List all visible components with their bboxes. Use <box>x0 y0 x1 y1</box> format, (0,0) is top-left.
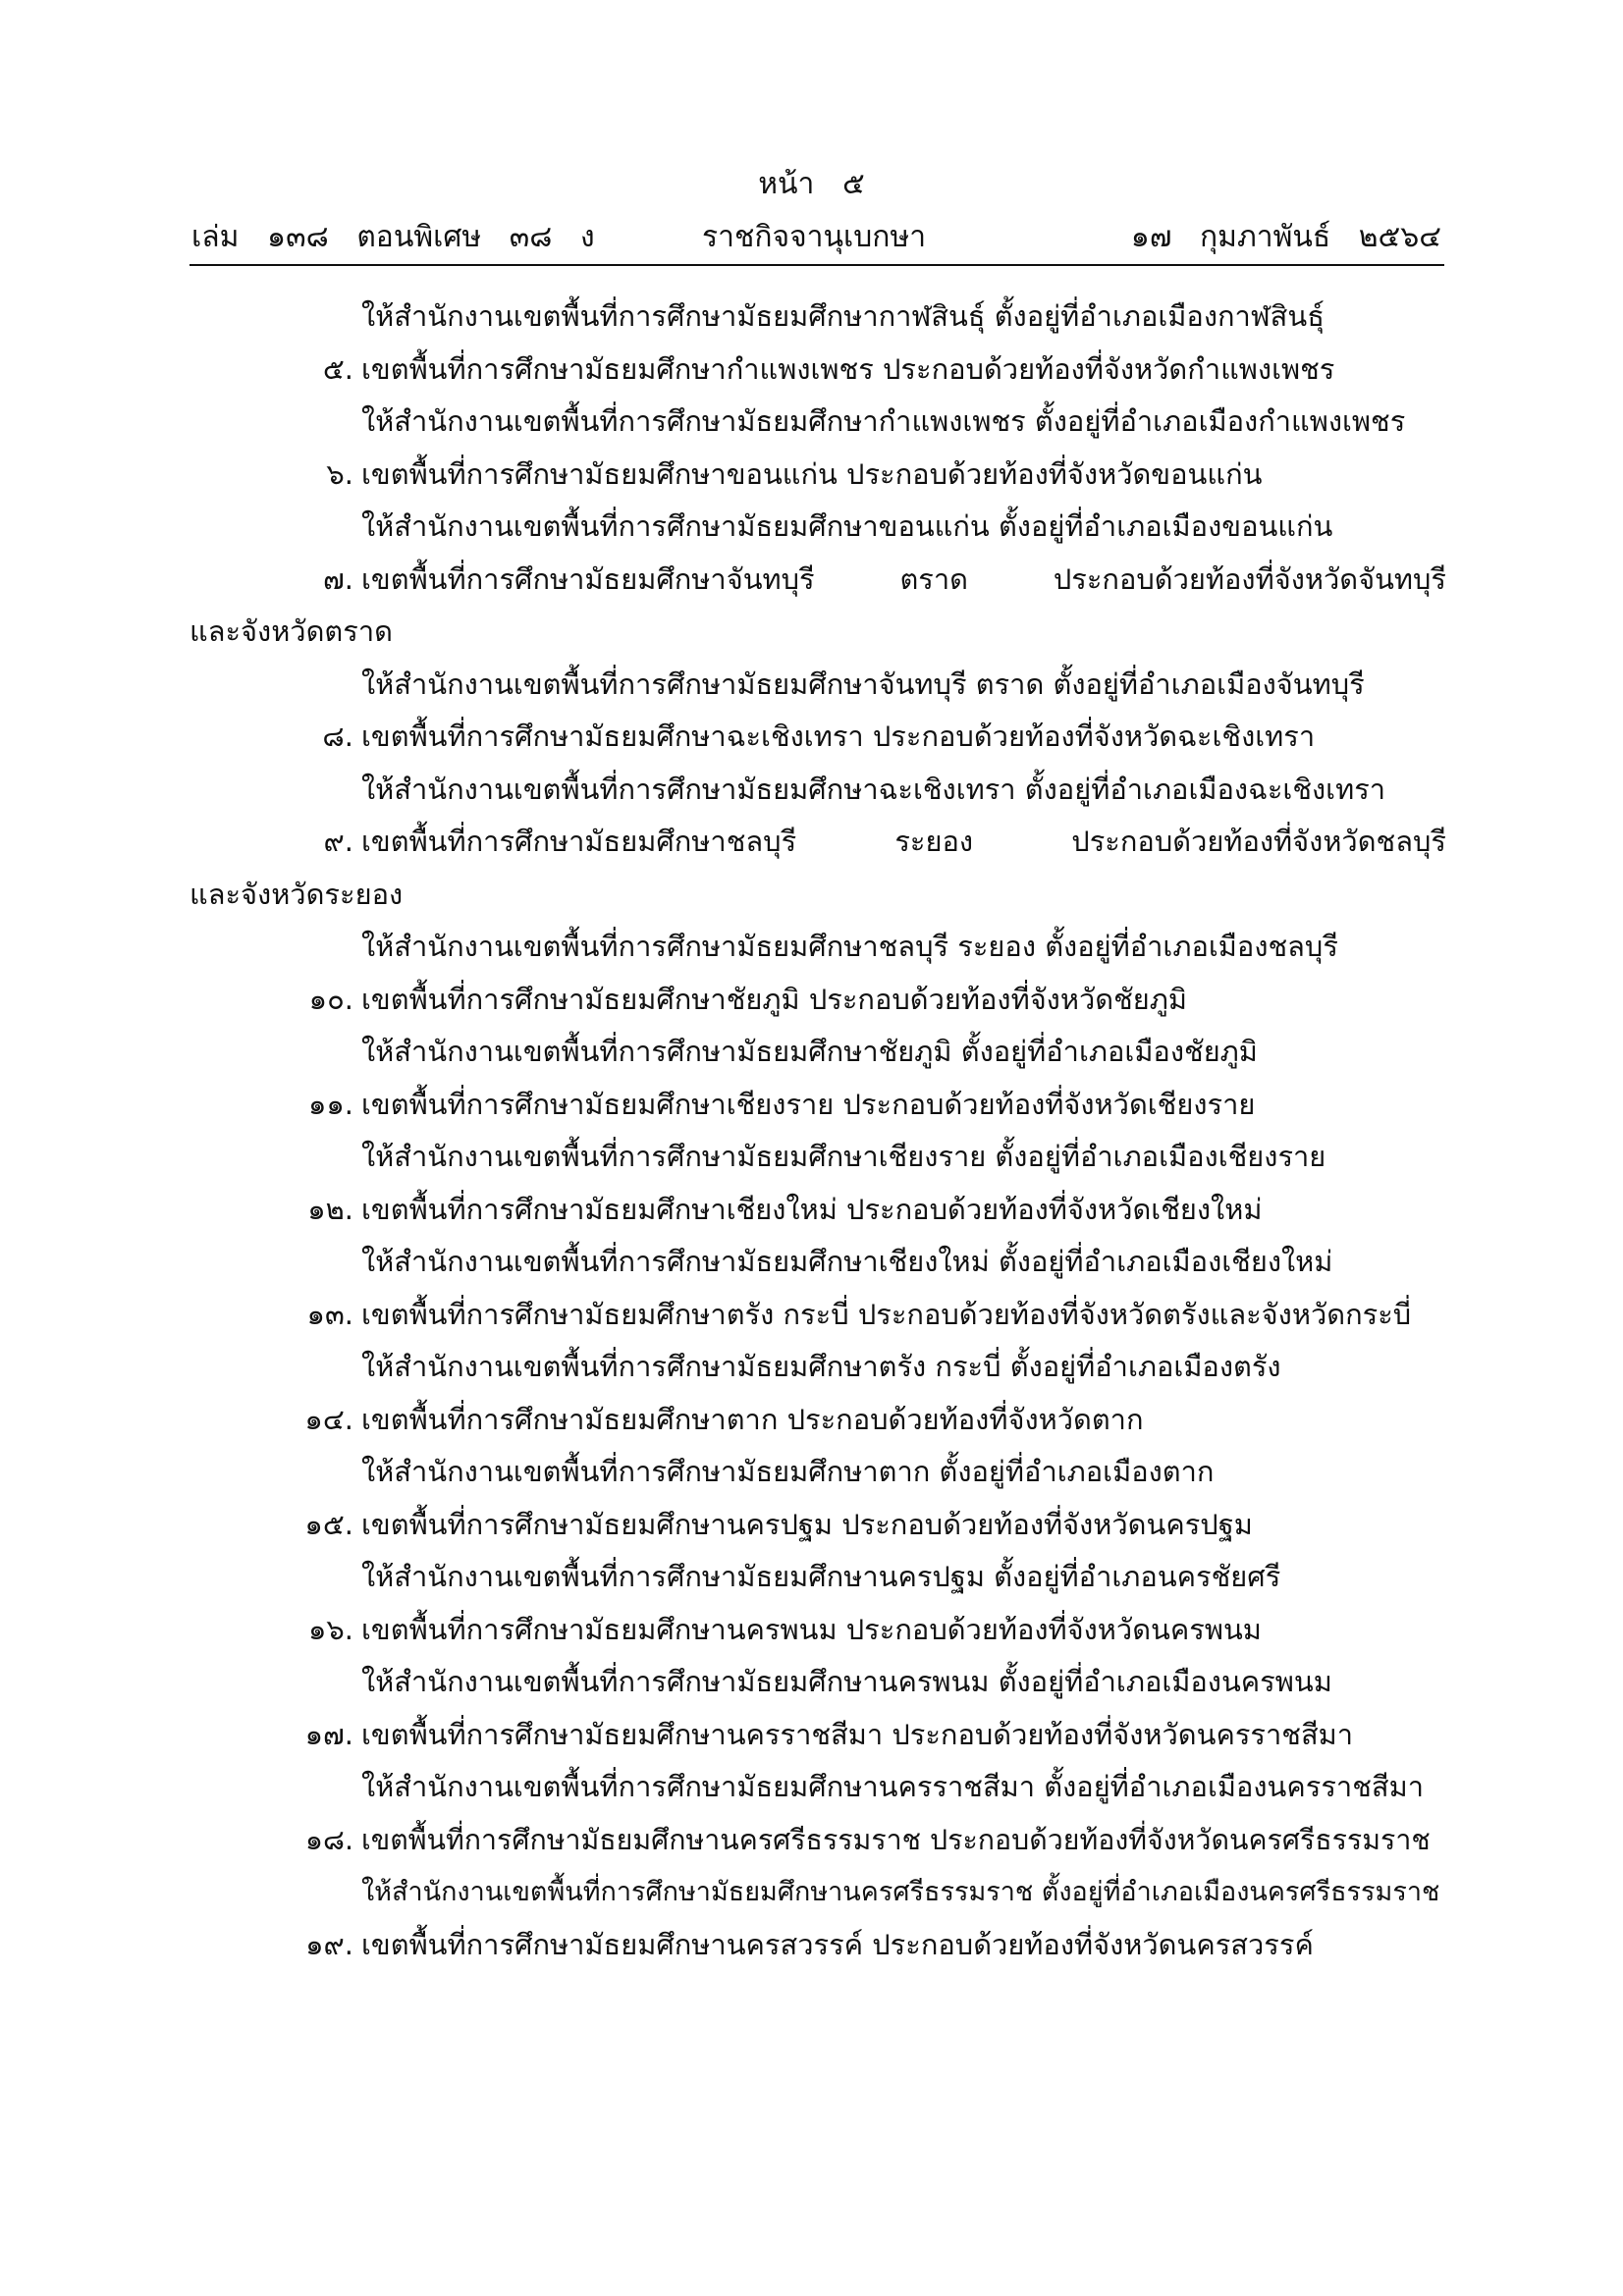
office-line: ให้สำนักงานเขตพื้นที่การศึกษามัธยมศึกษานครพนม ตั้งอยู่ที่อำเภอเมืองนครพนม <box>361 1665 1332 1698</box>
office-line: ให้สำนักงานเขตพื้นที่การศึกษามัธยมศึกษานครปฐม ตั้งอยู่ที่อำเภอนครชัยศรี <box>361 1560 1281 1593</box>
office-line: ให้สำนักงานเขตพื้นที่การศึกษามัธยมศึกษาเชียงราย ตั้งอยู่ที่อำเภอเมืองเชียงราย <box>361 1140 1326 1173</box>
office-line: ให้สำนักงานเขตพื้นที่การศึกษามัธยมศึกษาตาก ตั้งอยู่ที่อำเภอเมืองตาก <box>361 1455 1215 1488</box>
item-number: ๑๗. <box>304 1717 353 1751</box>
item-text: เขตพื้นที่การศึกษามัธยมศึกษาเชียงใหม่ ประกอบด้วยท้องที่จังหวัดเชียงใหม่ <box>361 1192 1263 1226</box>
list-item <box>189 1079 1446 1132</box>
office-line: ให้สำนักงานเขตพื้นที่การศึกษามัธยมศึกษากาฬสินธุ์ ตั้งอยู่ที่อำเภอเมืองกาฬสินธุ์ <box>361 299 1325 333</box>
office-line: ให้สำนักงานเขตพื้นที่การศึกษามัธยมศึกษากำแพงเพชร ตั้งอยู่ที่อำเภอเมืองกำแพงเพชร <box>361 404 1406 438</box>
item-number: ๘. <box>322 720 353 753</box>
list-item <box>189 974 1446 1027</box>
item-text: เขตพื้นที่การศึกษามัธยมศึกษาจันทบุรี ตราด ประกอบด้วยท้องที่จังหวัดจันทบุรี <box>361 561 1446 596</box>
item-text: เขตพื้นที่การศึกษามัธยมศึกษานครปฐม ประกอบด้วยท้องที่จังหวัดนครปฐม <box>361 1507 1253 1541</box>
item-text: เขตพื้นที่การศึกษามัธยมศึกษาชัยภูมิ ประกอบด้วยท้องที่จังหวัดชัยภูมิ <box>361 982 1187 1016</box>
item-text: เขตพื้นที่การศึกษามัธยมศึกษาตาก ประกอบด้วยท้องที่จังหวัดตาก <box>361 1402 1144 1436</box>
list-item <box>189 449 1446 502</box>
list-item <box>189 1289 1446 1342</box>
office-line: ให้สำนักงานเขตพื้นที่การศึกษามัธยมศึกษาชัยภูมิ ตั้งอยู่ที่อำเภอเมืองชัยภูมิ <box>361 1035 1258 1068</box>
item-text: เขตพื้นที่การศึกษามัธยมศึกษาตรัง กระบี่ ประกอบด้วยท้องที่จังหวัดตรังและจังหวัดกระบี่ <box>361 1297 1412 1331</box>
office-line: ให้สำนักงานเขตพื้นที่การศึกษามัธยมศึกษาขอนแก่น ตั้งอยู่ที่อำเภอเมืองขอนแก่น <box>361 509 1333 543</box>
item-number: ๑๖. <box>307 1612 353 1646</box>
office-line: ให้สำนักงานเขตพื้นที่การศึกษามัธยมศึกษาเชียงใหม่ ตั้งอยู่ที่อำเภอเมืองเชียงใหม่ <box>361 1245 1333 1278</box>
item-text: เขตพื้นที่การศึกษามัธยมศึกษาชลบุรี ระยอง ประกอบด้วยท้องที่จังหวัดชลบุรี <box>361 825 1446 858</box>
continuation-line: และจังหวัดระยอง <box>189 877 404 911</box>
continuation-line: และจังหวัดตราด <box>189 614 393 648</box>
list-item <box>189 554 1446 607</box>
list-item <box>189 1709 1446 1762</box>
list-item <box>189 711 1446 764</box>
list-item <box>189 1499 1446 1552</box>
item-number: ๙. <box>323 825 353 858</box>
item-text: เขตพื้นที่การศึกษามัธยมศึกษานครพนม ประกอบด้วยท้องที่จังหวัดนครพนม <box>361 1612 1262 1646</box>
list-item <box>189 816 1446 869</box>
office-line: ให้สำนักงานเขตพื้นที่การศึกษามัธยมศึกษาตรัง กระบี่ ตั้งอยู่ที่อำเภอเมืองตรัง <box>361 1350 1281 1383</box>
item-number: ๑๓. <box>306 1297 353 1331</box>
item-text: เขตพื้นที่การศึกษามัธยมศึกษาขอนแก่น ประกอบด้วยท้องที่จังหวัดขอนแก่น <box>361 456 1263 491</box>
item-number: ๑๙. <box>305 1927 353 1961</box>
header-divider <box>189 264 1444 266</box>
office-line: ให้สำนักงานเขตพื้นที่การศึกษามัธยมศึกษาชลบุรี ระยอง ตั้งอยู่ที่อำเภอเมืองชลบุรี <box>361 930 1338 963</box>
office-line: ให้สำนักงานเขตพื้นที่การศึกษามัธยมศึกษานครศรีธรรมราช ตั้งอยู่ที่อำเภอเมืองนครศรีธรรมราช <box>361 1877 1440 1907</box>
page-number: หน้า ๕ <box>758 167 865 201</box>
item-text: เขตพื้นที่การศึกษามัธยมศึกษาเชียงราย ประกอบด้วยท้องที่จังหวัดเชียงราย <box>361 1087 1256 1121</box>
item-number: ๖. <box>326 456 353 491</box>
volume-info: เล่ม ๑๓๘ ตอนพิเศษ ๓๘ ง <box>191 220 595 254</box>
item-number: ๑๘. <box>304 1823 353 1856</box>
publication-date: ๑๗ กุมภาพันธ์ ๒๕๖๔ <box>1130 220 1441 254</box>
item-text: เขตพื้นที่การศึกษามัธยมศึกษานครศรีธรรมราช ประกอบด้วยท้องที่จังหวัดนครศรีธรรมราช <box>361 1823 1431 1856</box>
list-item <box>189 1604 1446 1657</box>
item-text: เขตพื้นที่การศึกษามัธยมศึกษาฉะเชิงเทรา ประกอบด้วยท้องที่จังหวัดฉะเชิงเทรา <box>361 720 1316 753</box>
list-item <box>189 344 1446 397</box>
list-item <box>189 1394 1446 1447</box>
list-item <box>189 1184 1446 1237</box>
document-body <box>189 291 1446 1971</box>
item-number: ๑๒. <box>307 1192 353 1226</box>
item-number: ๑๐. <box>308 982 353 1016</box>
item-text: เขตพื้นที่การศึกษามัธยมศึกษานครสวรรค์ ประกอบด้วยท้องที่จังหวัดนครสวรรค์ <box>361 1927 1314 1961</box>
item-number: ๑๔. <box>304 1402 353 1436</box>
item-text: เขตพื้นที่การศึกษามัธยมศึกษากำแพงเพชร ประกอบด้วยท้องที่จังหวัดกำแพงเพชร <box>361 351 1335 386</box>
item-text: เขตพื้นที่การศึกษามัธยมศึกษานครราชสีมา ประกอบด้วยท้องที่จังหวัดนครราชสีมา <box>361 1717 1354 1751</box>
office-line: ให้สำนักงานเขตพื้นที่การศึกษามัธยมศึกษาฉะเชิงเทรา ตั้งอยู่ที่อำเภอเมืองฉะเชิงเทรา <box>361 772 1386 806</box>
item-number: ๕. <box>322 351 353 386</box>
item-number: ๑๑. <box>307 1087 353 1121</box>
item-number: ๗. <box>322 561 353 596</box>
list-item <box>189 1814 1446 1867</box>
office-line: ให้สำนักงานเขตพื้นที่การศึกษามัธยมศึกษาจันทบุรี ตราด ตั้งอยู่ที่อำเภอเมืองจันทบุรี <box>361 667 1365 701</box>
publication-name: ราชกิจจานุเบกษา <box>702 220 927 254</box>
item-number: ๑๕. <box>304 1507 353 1541</box>
list-item <box>189 1919 1446 1972</box>
office-line: ให้สำนักงานเขตพื้นที่การศึกษามัธยมศึกษานครราชสีมา ตั้งอยู่ที่อำเภอเมืองนครราชสีมา <box>361 1770 1424 1803</box>
